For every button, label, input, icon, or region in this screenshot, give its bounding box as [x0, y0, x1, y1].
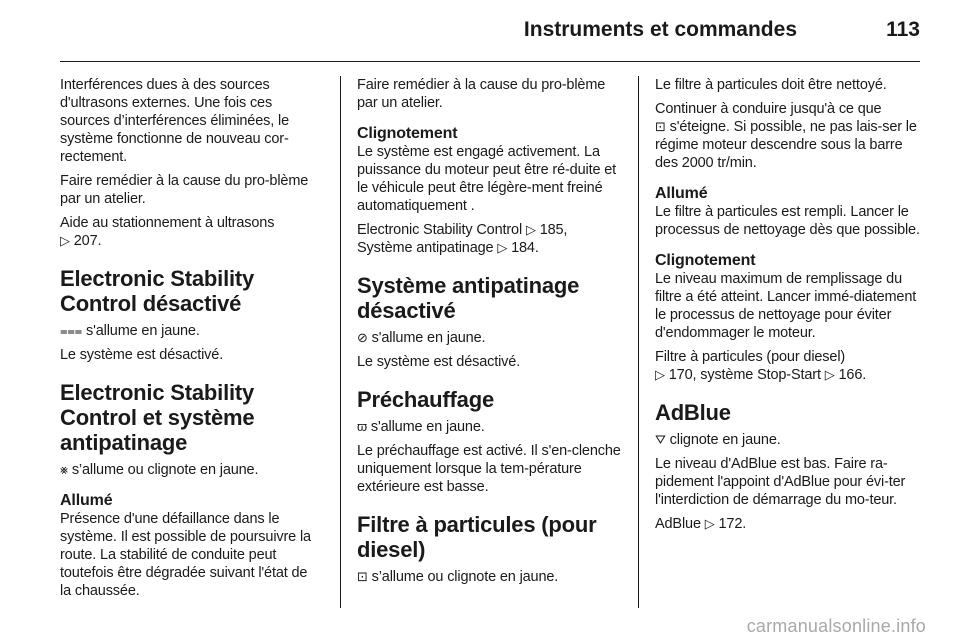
subheading: Clignotement: [357, 125, 458, 142]
cross-reference[interactable]: [655, 348, 920, 384]
reference-page: 184.: [511, 240, 539, 256]
reference-text: AdBlue: [655, 516, 701, 532]
reference-page: 166.: [838, 367, 867, 383]
header-divider: [60, 61, 920, 62]
indicator-line: [655, 431, 920, 449]
ref-arrow-icon: ▷: [60, 233, 70, 248]
cross-reference[interactable]: [60, 214, 322, 250]
section-heading: AdBlue: [655, 400, 731, 425]
indicator-text: s’allume ou clignote en jaune.: [71, 462, 259, 478]
paragraph: Le filtre à particules est rempli. Lancer le processus de nettoyage dès que possible.: [655, 204, 920, 238]
indicator-text: clignote en jaune.: [669, 432, 781, 448]
paragraph: Le niveau d'AdBlue est bas. Faire ra-pidement l'appoint d'AdBlue pour évi-ter l'interdiction de démarrage du mo-teur.: [655, 456, 906, 508]
reference-text: Aide au stationnement à ultrasons: [60, 215, 275, 231]
ref-arrow-icon: ▷: [525, 222, 536, 237]
cross-reference[interactable]: [655, 515, 920, 533]
indicator-text: s'allume en jaune.: [370, 419, 485, 435]
paragraph: Présence d'une défaillance dans le système. Il est possible de poursuivre la route. La stabilité de conduite peut toutefois être dégradée suivant l'état de la chaussée.: [60, 511, 311, 599]
section-heading: Electronic Stability Control désactivé: [60, 266, 255, 316]
paragraph: Le filtre à particules doit être nettoyé.: [655, 77, 887, 93]
paragraph: Le niveau maximum de remplissage du filtre a été atteint. Lancer immé-diatement le processus de nettoyage pour éviter d'endommager le moteur.: [655, 271, 917, 341]
preheat-coil-icon: ϖ: [357, 419, 367, 434]
subheading: Allumé: [60, 492, 113, 509]
particulate-filter-icon: ⊡: [357, 569, 368, 584]
paragraph: Interférences dues à des sources d'ultrasons externes. Une fois ces sources d’interférences éliminées, le système fonctionne de nouveau cor-rectement.: [60, 77, 289, 165]
indicator-line: [357, 568, 621, 586]
ref-arrow-icon: ▷: [655, 367, 665, 382]
reference-text: Système antipatinage: [357, 240, 494, 256]
reference-text: Filtre à particules (pour diesel): [655, 349, 846, 365]
section-heading: Système antipatinage désactivé: [357, 273, 580, 323]
column-left: [60, 76, 322, 606]
section-heading: Préchauffage: [357, 387, 494, 412]
esc-off-icon: ⩶: [60, 323, 83, 338]
section-heading: Electronic Stability Control et système antipatinage: [60, 380, 255, 455]
paragraph-text: s'éteigne. Si possible, ne pas lais-ser le régime moteur descendre sous la barre des 2000 tr/min.: [655, 119, 917, 171]
particulate-filter-icon: ⊡: [655, 119, 666, 134]
column-right: [655, 76, 920, 539]
column-middle: [357, 76, 621, 592]
indicator-text: s'allume en jaune.: [371, 330, 486, 346]
ref-arrow-icon: ▷: [824, 367, 835, 382]
paragraph: Le préchauffage est activé. Il s'en-clenche uniquement lorsque la tem-pérature extérieure est basse.: [357, 443, 621, 495]
indicator-line: [60, 322, 322, 340]
indicator-text: s’allume ou clignote en jaune.: [371, 569, 559, 585]
reference-text: Electronic Stability Control: [357, 222, 523, 238]
esc-icon: ⨳: [60, 462, 68, 477]
column-divider: [638, 76, 639, 608]
paragraph: Le système est désactivé.: [60, 347, 224, 363]
indicator-line: [357, 418, 621, 436]
indicator-line: [357, 329, 621, 347]
ref-arrow-icon: ▷: [497, 240, 508, 255]
cross-reference[interactable]: [357, 221, 621, 257]
indicator-line: [60, 461, 322, 479]
indicator-text: s'allume en jaune.: [86, 323, 200, 339]
paragraph: Faire remédier à la cause du pro-blème par un atelier.: [60, 173, 309, 207]
reference-page: 207.: [73, 233, 102, 249]
paragraph: Le système est désactivé.: [357, 354, 521, 370]
reference-page: 172.: [718, 516, 747, 532]
paragraph: Faire remédier à la cause du pro-blème par un atelier.: [357, 77, 606, 111]
column-divider: [340, 76, 341, 608]
page-header-title: Instruments et commandes: [523, 18, 797, 41]
subheading: Clignotement: [655, 252, 756, 269]
section-heading: Filtre à particules (pour diesel): [357, 512, 597, 562]
reference-page: 170, système Stop-Start: [668, 367, 821, 383]
reference-page: 185,: [539, 222, 568, 238]
watermark: carmanualsonline.info: [746, 616, 926, 636]
page-number: 113: [886, 18, 920, 41]
subheading: Allumé: [655, 185, 708, 202]
ref-arrow-icon: ▷: [704, 516, 715, 531]
paragraph-text: Continuer à conduire jusqu'à ce que: [655, 101, 882, 117]
paragraph: [655, 100, 920, 172]
adblue-icon: ⛛: [655, 432, 666, 447]
paragraph: Le système est engagé activement. La puissance du moteur peut être ré-duite et le véhicule peut être légère-ment freiné automatiquement .: [357, 144, 617, 214]
traction-control-off-icon: ⊘: [357, 330, 368, 345]
